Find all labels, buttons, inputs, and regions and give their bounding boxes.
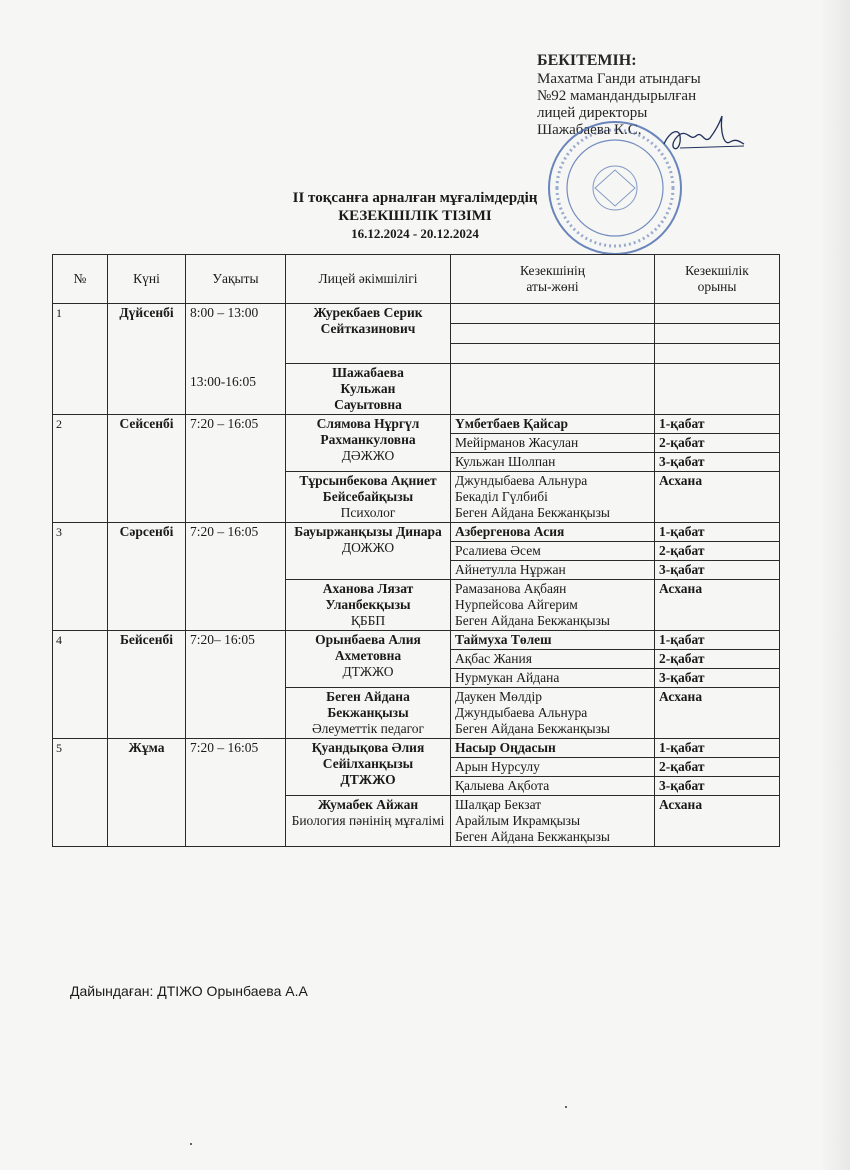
- scan-speck: [565, 1106, 567, 1108]
- prepared-by: Дайындаған: ДТІЖО Орынбаева А.А: [70, 983, 308, 999]
- duty-place: 1-қабат: [655, 739, 780, 758]
- row-day: Жұма: [108, 739, 186, 847]
- table-row: [53, 304, 780, 324]
- admin-name: Журекбаев Серик Сейтказинович: [313, 305, 423, 336]
- row-num: 2: [53, 415, 108, 523]
- admin-position: Психолог: [340, 505, 396, 520]
- duty-name: Нурмукан Айдана: [451, 669, 655, 688]
- table-row: [53, 631, 780, 650]
- row-day: Сейсенбі: [108, 415, 186, 523]
- duty-place: Асхана: [655, 472, 780, 523]
- duty-name: Рамазанова Ақбаян Нурпейсова Айгерим Беген Айдана Бекжанқызы: [451, 580, 655, 631]
- scan-speck: [190, 1143, 192, 1145]
- duty-name: Рсалиева Әсем: [451, 542, 655, 561]
- duty-name: Насыр Оңдасын: [451, 739, 655, 758]
- header-num: №: [53, 255, 108, 304]
- row-day: Дүйсенбі: [108, 304, 186, 415]
- heading-dates: 16.12.2024 - 20.12.2024: [351, 226, 479, 241]
- admin-name: Бауыржанқызы Динара: [294, 524, 442, 539]
- admin-cell: [286, 688, 451, 739]
- admin-position: ДОЖЖО: [341, 540, 395, 555]
- table-row: [53, 523, 780, 542]
- duty-place: 2-қабат: [655, 650, 780, 669]
- row-num: 3: [53, 523, 108, 631]
- duty-name: Таймуха Төлеш: [451, 631, 655, 650]
- admin-name: Аханова Лязат Уланбекқызы: [322, 581, 414, 612]
- admin-cell: [286, 472, 451, 523]
- duty-name: Мейірманов Жасулан: [451, 434, 655, 453]
- admin-name: Шажабаева Кульжан Сауытовна: [332, 365, 404, 412]
- duty-cell: [451, 304, 655, 324]
- approval-line-2: №92 мамандандырылған: [537, 88, 697, 104]
- heading-line-1: ІІ тоқсанға арналған мұғалімдердің: [292, 190, 538, 206]
- duty-place: 3-қабат: [655, 777, 780, 796]
- admin-name: Орынбаева Алия Ахметовна: [315, 632, 421, 663]
- admin-position: ҚББП: [350, 613, 386, 628]
- row-time: 7:20 – 16:05: [186, 415, 286, 523]
- duty-name: Азбергенова Асия: [451, 523, 655, 542]
- admin-position: Биология пәнінің мұғалімі: [291, 813, 445, 828]
- approval-line-4: Шажабаева К.С.: [537, 122, 642, 138]
- admin-position: ДТЖЖО: [340, 772, 396, 787]
- duty-place: 1-қабат: [655, 415, 780, 434]
- duty-name: Арын Нурсулу: [451, 758, 655, 777]
- admin-cell: [286, 523, 451, 580]
- row-day: Бейсенбі: [108, 631, 186, 739]
- duty-name: Үмбетбаев Қайсар: [451, 415, 655, 434]
- duty-cell: [451, 324, 655, 344]
- place-cell: [655, 304, 780, 324]
- duty-place: 3-қабат: [655, 561, 780, 580]
- duty-place: Асхана: [655, 688, 780, 739]
- duty-name: Даукен Мөлдір Джундыбаева Альнура Беген Айдана Бекжанқызы: [451, 688, 655, 739]
- admin-name: Слямова Нұргүл Рахманкуловна: [316, 416, 420, 447]
- row-num: 5: [53, 739, 108, 847]
- duty-place: 1-қабат: [655, 631, 780, 650]
- admin-position: Әлеуметтік педагог: [311, 721, 425, 736]
- admin-cell: [286, 580, 451, 631]
- admin-position: ДТЖЖО: [342, 664, 394, 679]
- duty-place: 3-қабат: [655, 669, 780, 688]
- heading-title: КЕЗЕКШІЛІК ТІЗІМІ: [338, 208, 492, 224]
- admin-cell: [286, 304, 451, 364]
- header-admin: Лицей әкімшілігі: [286, 255, 451, 304]
- admin-cell: [286, 631, 451, 688]
- duty-name: Джундыбаева Альнура Бекаділ Гүлбибі Беген Айдана Бекжанқызы: [451, 472, 655, 523]
- place-cell: [655, 364, 780, 415]
- duty-place: 1-қабат: [655, 523, 780, 542]
- director-signature: [660, 112, 745, 162]
- admin-name: Жумабек Айжан: [317, 797, 419, 812]
- row-num: 4: [53, 631, 108, 739]
- table-row: [53, 739, 780, 758]
- duty-name: Шалқар Бекзат Арайлым Икрамқызы Беген Айдана Бекжанқызы: [451, 796, 655, 847]
- admin-cell: [286, 364, 451, 415]
- duty-table: [52, 254, 780, 847]
- table-header-row: [53, 255, 780, 304]
- header-day: Күні: [108, 255, 186, 304]
- duty-place: 2-қабат: [655, 542, 780, 561]
- duty-name: Ақбас Жания: [451, 650, 655, 669]
- duty-cell: [451, 364, 655, 415]
- page-edge: [820, 0, 850, 1170]
- table-row: [53, 415, 780, 434]
- header-time: Уақыты: [186, 255, 286, 304]
- row-time: 7:20– 16:05: [186, 631, 286, 739]
- row-time-2: 13:00-16:05: [186, 364, 286, 415]
- admin-cell: [286, 796, 451, 847]
- row-time: 7:20 – 16:05: [186, 739, 286, 847]
- duty-place: 2-қабат: [655, 758, 780, 777]
- duty-place: 3-қабат: [655, 453, 780, 472]
- duty-place: Асхана: [655, 796, 780, 847]
- admin-name: Қуандықова Әлия Сейілханқызы: [311, 740, 425, 771]
- row-day: Сәрсенбі: [108, 523, 186, 631]
- duty-name: Қалыева Ақбота: [451, 777, 655, 796]
- admin-cell: [286, 739, 451, 796]
- approval-line-1: Махатма Ганди атындағы: [537, 71, 701, 87]
- duty-name: Кульжан Шолпан: [451, 453, 655, 472]
- place-cell: [655, 324, 780, 344]
- place-cell: [655, 344, 780, 364]
- admin-cell: [286, 415, 451, 472]
- duty-place: 2-қабат: [655, 434, 780, 453]
- admin-name: Беген Айдана Бекжанқызы: [326, 689, 410, 720]
- duty-cell: [451, 344, 655, 364]
- row-time: 7:20 – 16:05: [186, 523, 286, 631]
- admin-name: Тұрсынбекова Ақниет Бейсебайқызы: [299, 473, 437, 504]
- header-duty: Кезекшінің аты-жөні: [451, 255, 655, 304]
- row-time: 8:00 – 13:00: [186, 304, 286, 364]
- admin-position: ДӘЖЖО: [341, 448, 395, 463]
- approval-title: БЕКІТЕМІН:: [537, 52, 637, 69]
- duty-place: Асхана: [655, 580, 780, 631]
- row-num: 1: [53, 304, 108, 415]
- approval-line-3: лицей директоры: [537, 105, 648, 121]
- duty-name: Айнетулла Нұржан: [451, 561, 655, 580]
- header-place: Кезекшілік орыны: [655, 255, 780, 304]
